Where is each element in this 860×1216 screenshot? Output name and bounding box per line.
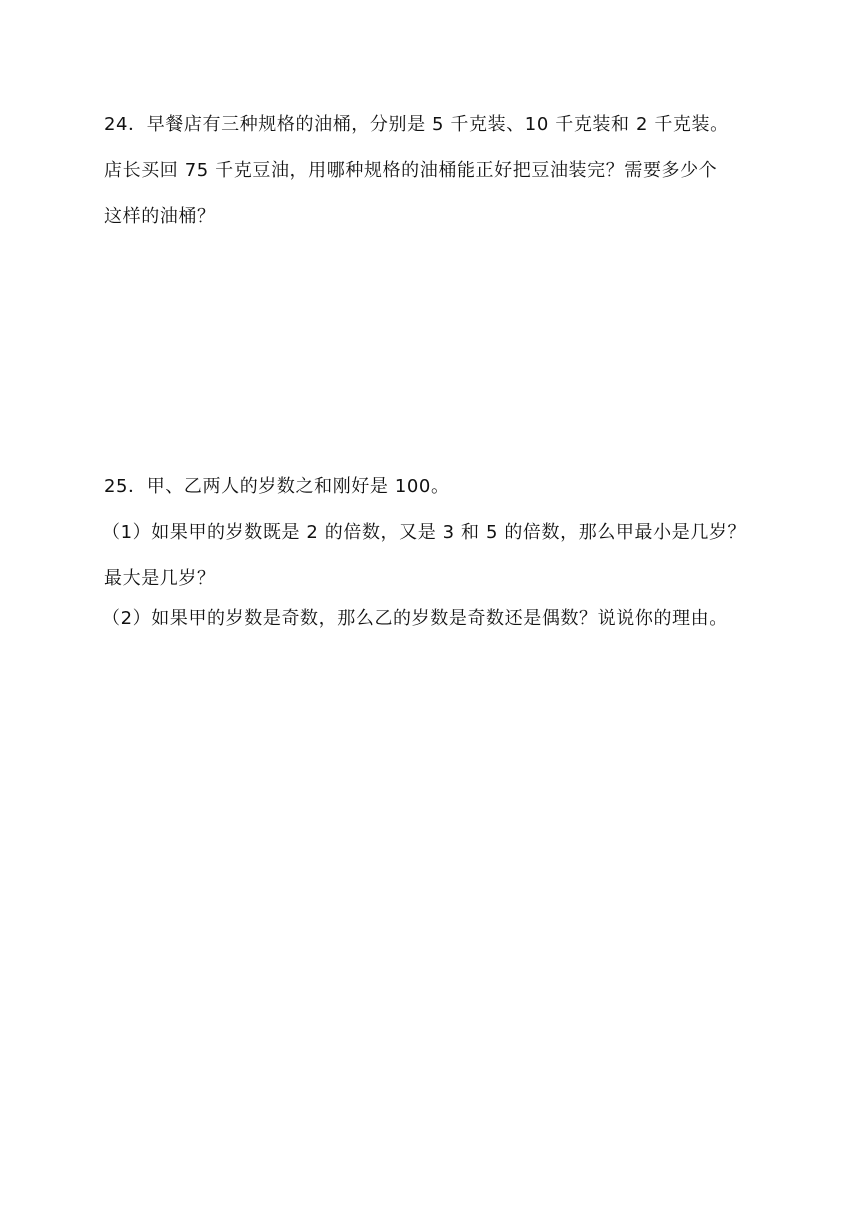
problem-25-part-2: （2）如果甲的岁数是奇数，那么乙的岁数是奇数还是偶数？说说你的理由。 <box>102 608 728 629</box>
problem-25-part-1-line-1: （1）如果甲的岁数既是 2 的倍数，又是 3 和 5 的倍数，那么甲最小是几岁？ <box>102 522 747 543</box>
problem-24-line-3: 这样的油桶？ <box>104 206 216 227</box>
problem-24-line-2: 店长买回 75 千克豆油，用哪种规格的油桶能正好把豆油装完？需要多少个 <box>104 160 718 181</box>
problem-24-line-1: 24．早餐店有三种规格的油桶，分别是 5 千克装、10 千克装和 2 千克装。 <box>104 114 729 135</box>
problem-25-part-1-line-2: 最大是几岁？ <box>104 568 216 589</box>
problem-25-line-1: 25．甲、乙两人的岁数之和刚好是 100。 <box>104 476 450 497</box>
